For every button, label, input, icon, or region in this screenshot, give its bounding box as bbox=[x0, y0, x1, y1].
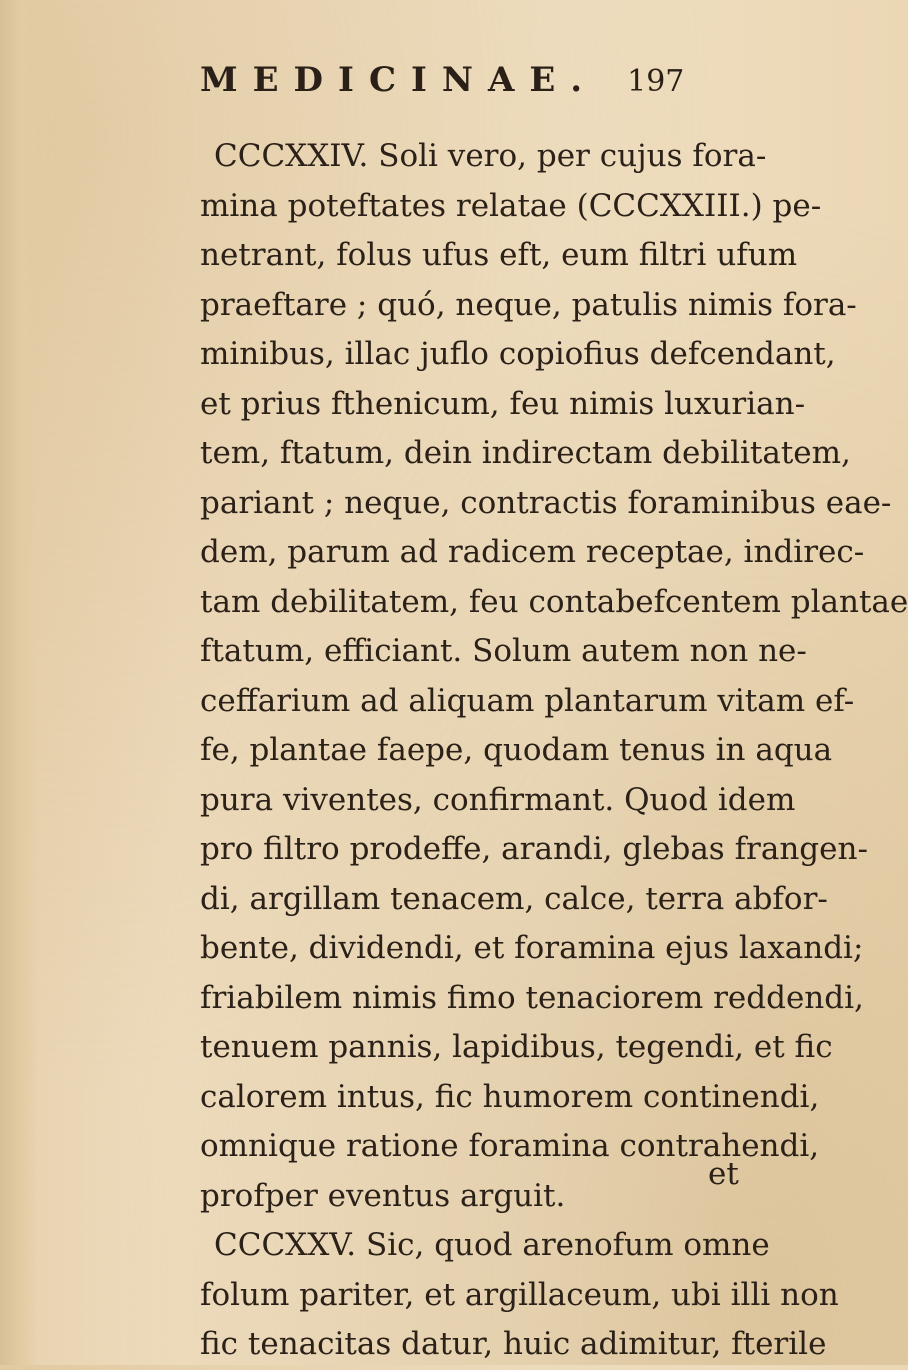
text-line: folum pariter, et argillaceum, ubi illi non bbox=[200, 1276, 839, 1313]
page-number: 197 bbox=[627, 64, 685, 99]
text-line: di, argillam tenacem, calce, terra abfor- bbox=[200, 880, 828, 917]
text-line: mina poteftates relatae (CCCXXIII.) pe- bbox=[200, 187, 822, 224]
text-line: omnique ratione foramina contrahendi, bbox=[200, 1128, 820, 1164]
catchword: et bbox=[708, 1156, 739, 1192]
text-line: et prius fthenicum, feu nimis luxurian- bbox=[200, 385, 806, 422]
page-gutter-edge bbox=[0, 0, 38, 1365]
body-text bbox=[200, 132, 908, 1370]
text-line-paragraph-end: profper eventus arguit. bbox=[200, 1177, 566, 1214]
text-line: fe, plantae faepe, quodam tenus in aqua bbox=[200, 732, 833, 768]
text-line: tem, ftatum, dein indirectam debilitatem, bbox=[200, 435, 851, 471]
text-line: ceffarium ad aliquam plantarum vitam ef- bbox=[200, 682, 855, 719]
text-line: tenuem pannis, lapidibus, tegendi, et fic bbox=[200, 1029, 833, 1065]
text-line: pariant ; neque, contractis foraminibus eae- bbox=[200, 484, 892, 521]
text-line: praeftare ; quó, neque, patulis nimis fora- bbox=[200, 286, 857, 323]
running-title: MEDICINAE. bbox=[200, 60, 598, 100]
text-line: minibus, illac juflo copiofius defcendant, bbox=[200, 336, 836, 372]
text-line: pura viventes, confirmant. Quod idem bbox=[200, 781, 796, 818]
text-line: calorem intus, fic humorem continendi, bbox=[200, 1078, 820, 1115]
text-line-section-324-start: CCCXXIV. Soli vero, per cujus fora- bbox=[214, 138, 767, 174]
text-line: dem, parum ad radicem receptae, indirec- bbox=[200, 534, 865, 570]
running-head bbox=[200, 60, 760, 110]
text-line: friabilem nimis fimo tenaciorem reddendi, bbox=[200, 979, 864, 1016]
text-line: bente, dividendi, et foramina ejus laxandi; bbox=[200, 930, 864, 966]
text-line: tam debilitatem, feu contabefcentem plantae bbox=[200, 583, 908, 620]
text-line: ftatum, efficiant. Solum autem non ne- bbox=[200, 633, 807, 669]
text-line: fic tenacitas datur, huic adimitur, fterile bbox=[200, 1326, 827, 1362]
text-line-section-325-start: CCCXXV. Sic, quod arenofum omne bbox=[214, 1227, 770, 1263]
text-line: pro filtro prodeffe, arandi, glebas frangen- bbox=[200, 831, 868, 867]
text-line: netrant, folus ufus eft, eum filtri ufum bbox=[200, 237, 798, 273]
